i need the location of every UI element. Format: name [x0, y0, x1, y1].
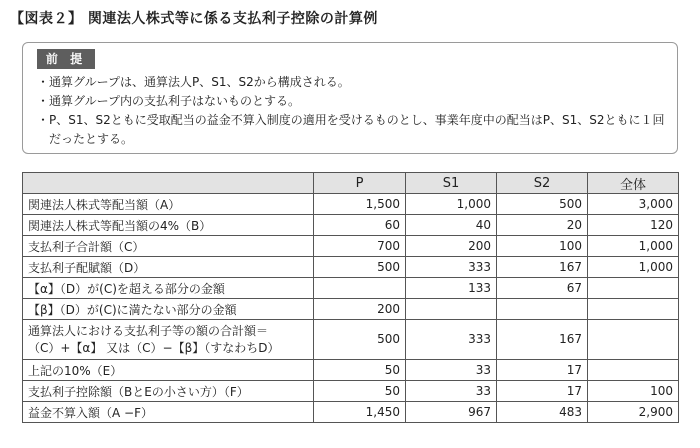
- row-label: 【α】（D）が(C)を超える部分の金額: [23, 278, 314, 299]
- row-label: 支払利子控除額（BとEの小さい方）（F）: [23, 381, 314, 402]
- table-row: [23, 402, 679, 423]
- cell-value: 483: [497, 402, 588, 423]
- cell-value: 67: [497, 278, 588, 299]
- cell-value: [497, 299, 588, 320]
- table-row: [23, 278, 679, 299]
- premise-text: P、S1、S2ともに受取配当の益金不算入制度の適用を受けるものとし、事業年度中の配当はP、S1、S2ともに１回だったとする。: [49, 113, 665, 146]
- bullet: ・: [37, 94, 50, 108]
- table-row: [23, 360, 679, 381]
- document-title: 【図表２】 関連法人株式等に係る支払利子控除の計算例: [10, 11, 378, 27]
- cell-value: 500: [314, 320, 406, 360]
- premise-box: [22, 42, 678, 154]
- row-label: 上記の10%（E）: [23, 360, 314, 381]
- cell-value: 40: [406, 215, 497, 236]
- cell-value: 2,900: [588, 402, 679, 423]
- row-label: 益金不算入額（A −F）: [23, 402, 314, 423]
- table-row: [23, 194, 679, 215]
- header-cell: [23, 173, 314, 194]
- premise-text: 通算グループ内の支払利子はないものとする。: [49, 94, 301, 108]
- cell-value: 1,000: [406, 194, 497, 215]
- cell-value: 333: [406, 257, 497, 278]
- cell-value: 200: [314, 299, 406, 320]
- cell-value: 1,000: [588, 257, 679, 278]
- cell-value: 33: [406, 381, 497, 402]
- cell-value: 1,000: [588, 236, 679, 257]
- premise-list: [37, 73, 667, 149]
- premise-text: 通算グループは、通算法人P、S1、S2から構成される。: [49, 75, 350, 89]
- cell-value: 50: [314, 360, 406, 381]
- cell-value: 100: [497, 236, 588, 257]
- table-row: [23, 257, 679, 278]
- premise-item: [37, 73, 667, 92]
- cell-value: 967: [406, 402, 497, 423]
- table-header-row: [23, 173, 679, 194]
- cell-value: 100: [588, 381, 679, 402]
- bullet: ・: [37, 113, 50, 127]
- cell-value: 17: [497, 381, 588, 402]
- cell-value: [588, 278, 679, 299]
- cell-value: 1,450: [314, 402, 406, 423]
- row-label: 【β】（D）が(C)に満たない部分の金額: [23, 299, 314, 320]
- cell-value: [314, 278, 406, 299]
- table-row: [23, 381, 679, 402]
- cell-value: 133: [406, 278, 497, 299]
- cell-value: 3,000: [588, 194, 679, 215]
- row-label: 支払利子配賦額（D）: [23, 257, 314, 278]
- cell-value: 200: [406, 236, 497, 257]
- header-cell: S2: [497, 173, 588, 194]
- row-label: 関連法人株式等配当額（A）: [23, 194, 314, 215]
- row-label: 関連法人株式等配当額の4%（B）: [23, 215, 314, 236]
- cell-value: 120: [588, 215, 679, 236]
- calculation-table: [22, 172, 679, 423]
- cell-value: 333: [406, 320, 497, 360]
- table-row: [23, 299, 679, 320]
- header-cell: S1: [406, 173, 497, 194]
- row-label: [23, 320, 314, 360]
- bullet: ・: [37, 75, 50, 89]
- premise-item: [37, 92, 667, 111]
- cell-value: [588, 320, 679, 360]
- table-row: [23, 236, 679, 257]
- cell-value: 167: [497, 320, 588, 360]
- cell-value: 500: [497, 194, 588, 215]
- premise-item: [37, 111, 667, 149]
- row-label-line: 通算法人における支払利子等の額の合計額＝: [28, 323, 269, 338]
- cell-value: [406, 299, 497, 320]
- cell-value: 500: [314, 257, 406, 278]
- cell-value: 60: [314, 215, 406, 236]
- table-row: [23, 215, 679, 236]
- row-label: 支払利子合計額（C）: [23, 236, 314, 257]
- header-cell: 全体: [588, 173, 679, 194]
- cell-value: [588, 360, 679, 381]
- cell-value: [588, 299, 679, 320]
- header-cell: P: [314, 173, 406, 194]
- premise-label: 前 提: [37, 49, 95, 69]
- cell-value: 700: [314, 236, 406, 257]
- row-label-line: （C）+【α】 又は（C）−【β】（すなわちD）: [28, 340, 280, 355]
- cell-value: 33: [406, 360, 497, 381]
- cell-value: 20: [497, 215, 588, 236]
- cell-value: 50: [314, 381, 406, 402]
- cell-value: 167: [497, 257, 588, 278]
- cell-value: 1,500: [314, 194, 406, 215]
- table-row: [23, 320, 679, 360]
- cell-value: 17: [497, 360, 588, 381]
